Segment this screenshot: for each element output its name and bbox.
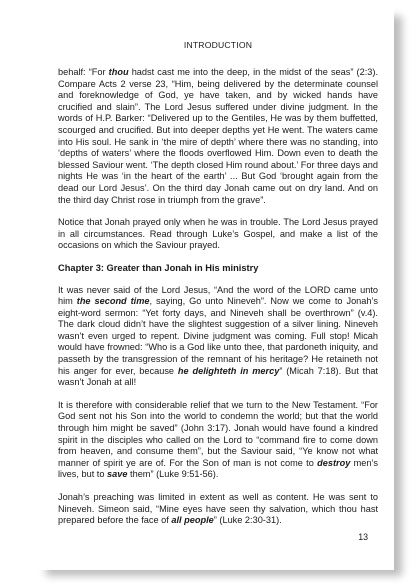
- text-run: men’s lives, but to: [58, 457, 378, 480]
- text-run: It is therefore with considerable relief that we turn to the New Testament. “For God sent not his Son into the world to condemn the world; but that the world through him might be saved” (John 3:17). Jonah would have found a kindred spirit in the disciples who called on the Lord to “command fire to come down from heaven, and consume them”, but the Saviour said, “Ye know not what manner of spirit ye are of. For the Son of man is not come to: [58, 399, 378, 468]
- running-head: INTRODUCTION: [183, 40, 253, 50]
- emphasis-text: he delighteth in mercy: [177, 365, 280, 376]
- text-run: , saying, Go unto Nineveh”. Now we come to Jonah’s eight-word sermon: “Yet forty days, and Nineveh shall be overthrown” (v.4). The dark cloud didn’t have the slightest suggestion of a silver lining. Nineveh wasn’t even urged to repent. Divine judgment was coming. Full stop! Micah would have frowned: “Who is a God like unto thee, that pardoneth iniquity, and passeth by the transgression of the remnant of his heritage? He retaineth not his anger for ever, because: [58, 296, 378, 376]
- paragraph-p5: [58, 492, 378, 527]
- text-run: behalf: “For: [58, 67, 109, 77]
- emphasis-text: save: [107, 469, 128, 480]
- paragraph-p4: [58, 400, 378, 481]
- text-run: ” (Luke 2:30-31).: [213, 515, 282, 526]
- text-run: them” (Luke 9:51-56).: [127, 469, 219, 480]
- paragraph-p3: [58, 285, 378, 389]
- emphasis-text: thou: [108, 67, 129, 77]
- text-run: hadst cast me into the deep, in the midst of the seas” (2:3). Compare Acts 2 verse 23, “Him, being delivered by the determinate counsel and foreknowledge of God, ye have taken, and by wicked hands have crucified and slain”. The Lord Jesus suffered under divine judgment. In the words of H.P. Barker: “Delivered up to the Gentiles, He was by them buffetted, scourged and crucified. But into deeper depths yet He went. The waters came into His soul. He sank in ‘the mire of depth’ where there was no standing, into ‘depths of waters’ where the floods overflowed Him. Down even to death the blessed Saviour went. ‘The depth closed Him round about.’ For three days and nights He was ‘in the heart of the earth’ ... But God ‘brought again from the dead our Lord Jesus’. On the third day Jonah came out on dry land. And on the third day Christ rose in triumph from the grave”.: [58, 67, 378, 205]
- paragraph-p2: [58, 217, 378, 252]
- text-run: ” (Micah 7:18). But that wasn’t Jonah at all!: [58, 365, 378, 388]
- emphasis-text: the second time: [76, 296, 150, 307]
- page-number: 13: [358, 532, 368, 542]
- text-run: Chapter 3: Greater than Jonah in His ministry: [58, 262, 259, 273]
- emphasis-text: destroy: [317, 457, 351, 468]
- emphasis-text: all people: [171, 515, 214, 526]
- book-page: [38, 8, 394, 570]
- text-run: Notice that Jonah prayed only when he was in trouble. The Lord Jesus prayed in all circumstances. Read through Luke’s Gospel, and make a list of the occasions on which the Saviour prayed.: [58, 217, 378, 251]
- body-text: [58, 67, 378, 527]
- text-run: Jonah’s preaching was limited in extent as well as content. He was sent to Nineveh. Simeon said, “Mine eyes have seen thy salvation, which thou hast prepared before the face of: [58, 492, 378, 526]
- text-run: It was never said of the Lord Jesus, “And the word of the LORD came unto him: [58, 284, 378, 307]
- paragraph-p1: [58, 67, 378, 206]
- chapter-heading: [58, 263, 378, 275]
